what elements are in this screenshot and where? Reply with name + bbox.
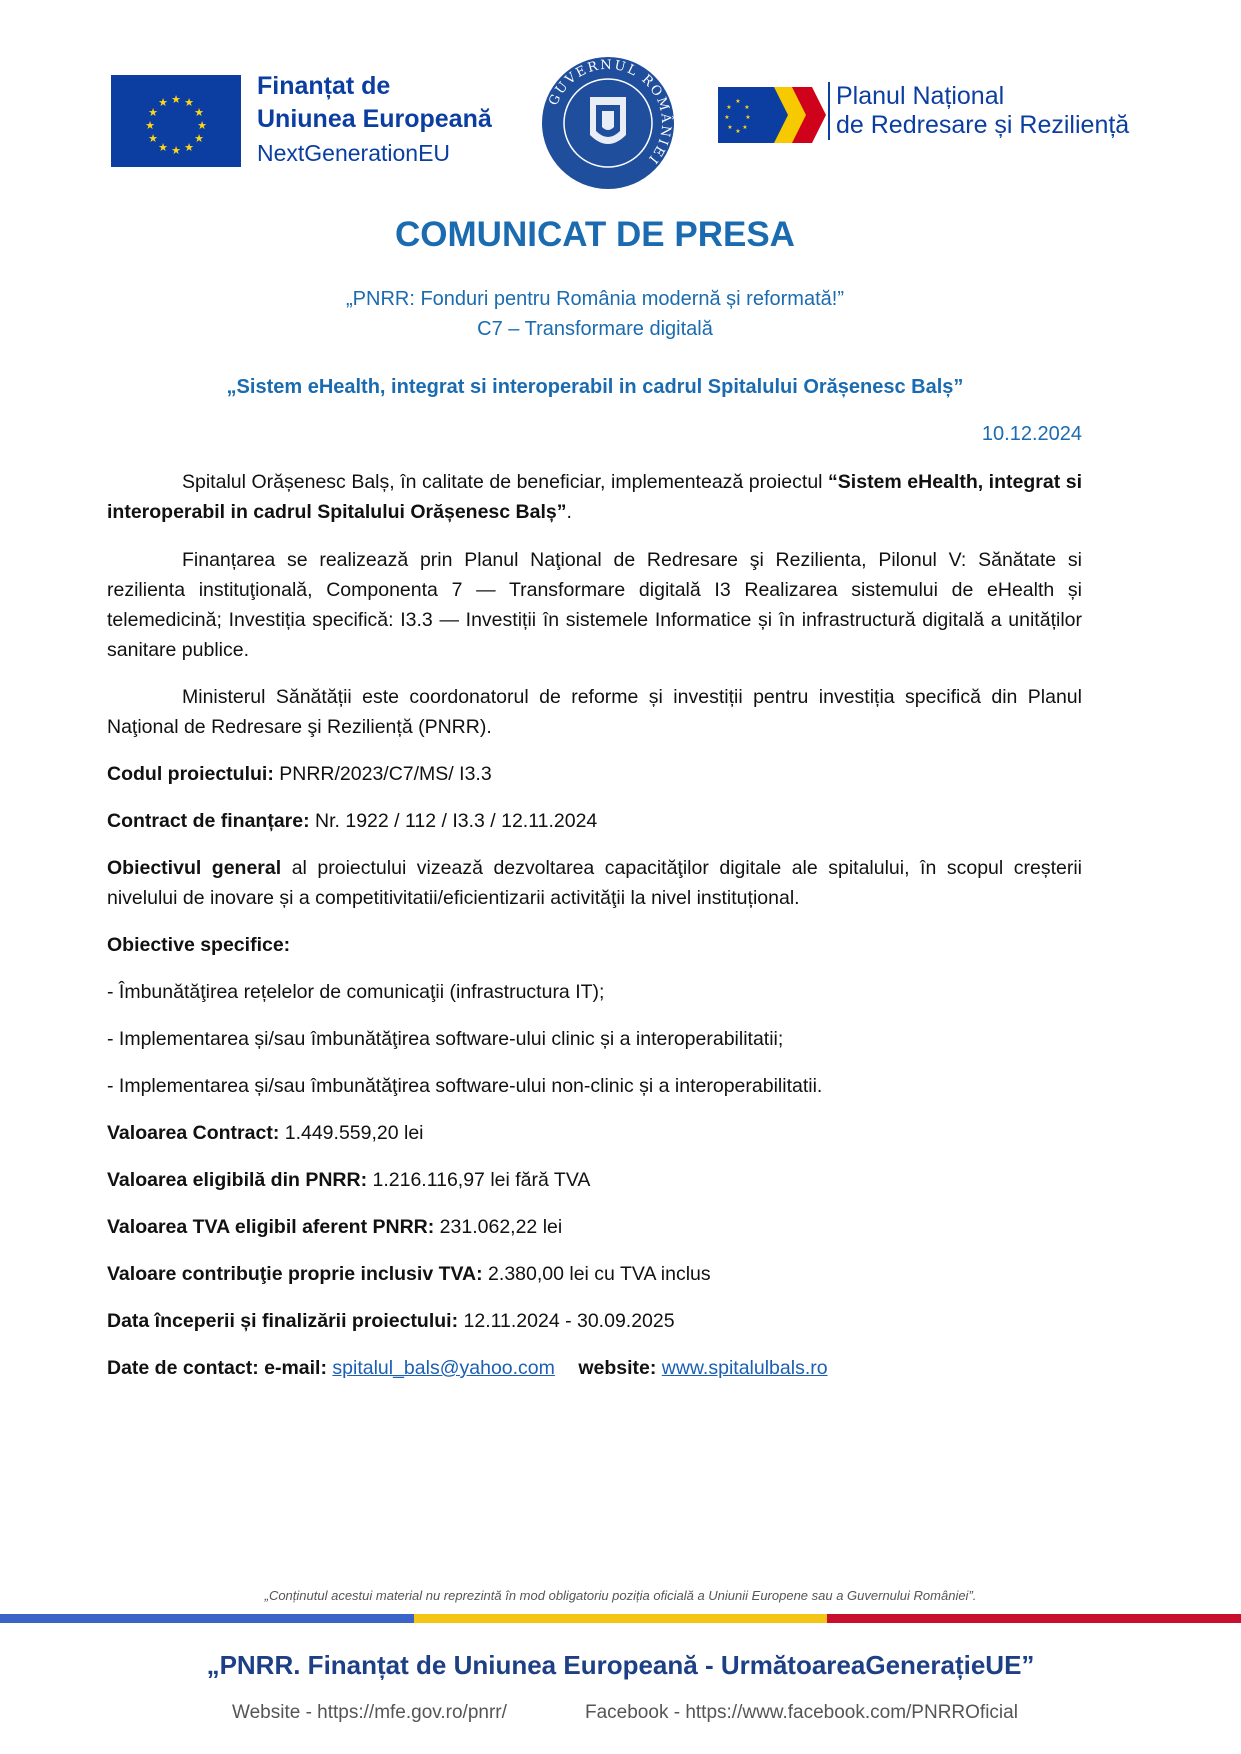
intro-paragraph [107, 467, 1082, 527]
contract-value-amount: 1.449.559,20 lei [279, 1122, 424, 1144]
contract-value-line [107, 1118, 1082, 1148]
government-seal-logo [540, 55, 676, 191]
svg-text:★: ★ [724, 114, 730, 121]
general-objective-label: Obiectivul general [107, 857, 282, 879]
pnrr-flag-logo [718, 85, 826, 145]
pnrr-chevron-icon [718, 85, 826, 145]
pnrr-slogan: „PNRR: Fonduri pentru România modernă și reformată!” [346, 288, 844, 310]
financing-contract [107, 806, 1082, 836]
eu-funding-line3: NextGenerationEU [257, 140, 451, 166]
eu-funding-line2: Uniunea Europeană [257, 105, 492, 133]
page-title: COMUNICAT DE PRESA [395, 215, 795, 254]
financing-paragraph: Finanțarea se realizează prin Planul Naţional de Redresare şi Rezilienta, Pilonul V: Sănătate si rezilienta instituţională, Componenta 7 — Transformare digitală I3 Realizarea sistemului de eHealth și telemedicină; Investiția specifică: I3.3 — Investiții în sistemele Informatice și în infrastructură digitală a unităților sanitare publice. [107, 549, 1082, 661]
svg-text:★: ★ [184, 141, 194, 154]
email-link[interactable]: spitalul_bals@yahoo.com [332, 1357, 555, 1379]
contact-line [107, 1353, 1082, 1383]
list-item: - Implementarea și/sau îmbunătăţirea software-ului non-clinic și a interoperabilitatii. [107, 1075, 823, 1097]
svg-text:★: ★ [171, 144, 181, 157]
svg-text:★: ★ [158, 141, 168, 154]
contract-value-label: Valoarea Contract: [107, 1122, 280, 1144]
intro-end: . [566, 501, 572, 523]
svg-text:★: ★ [742, 124, 748, 131]
svg-text:★: ★ [726, 104, 732, 111]
svg-text:★: ★ [745, 114, 751, 121]
svg-text:★: ★ [727, 124, 733, 131]
general-objective [107, 853, 1082, 913]
project-period-line [107, 1306, 1082, 1336]
seal-text: GUVERNUL ROMÂNIEI [546, 57, 674, 168]
pnrr-logo-text [828, 82, 1176, 140]
footer-disclaimer: „Conținutul acestui material nu reprezintă în mod obligatoriu poziția oficială a Uniunii Europene sau a Guvernului României”. [264, 1588, 977, 1603]
website-label: website: [578, 1357, 657, 1379]
svg-text:★: ★ [744, 104, 750, 111]
general-objective-text: al proiectului vizează dezvoltarea capacităţilor digitale ale spitalului, în scopul creșterii nivelului de inovare și a competitivitatii/eficientizarii activităţii la nivel instituțional. [107, 857, 1082, 909]
eligible-value-line [107, 1165, 1082, 1195]
footer-slogan: „PNRR. Finanțat de Uniunea Europeană - UrmătoareaGenerațieUE” [206, 1650, 1035, 1680]
component-subtitle: C7 – Transformare digitală [477, 318, 713, 340]
vat-value-line [107, 1212, 1082, 1242]
svg-text:★: ★ [194, 132, 204, 145]
contact-label: Date de contact: e-mail: [107, 1357, 327, 1379]
footer-facebook: Facebook - https://www.facebook.com/PNRROficial [585, 1702, 1018, 1723]
intro-project-name: “Sistem eHealth, integrat si interoperabil in cadrul Spitalului Orășenesc Balș” [107, 471, 1082, 523]
svg-text:★: ★ [158, 96, 168, 109]
website-link[interactable]: www.spitalulbals.ro [661, 1357, 828, 1379]
svg-text:★: ★ [735, 98, 741, 105]
coat-of-arms-icon [540, 55, 676, 191]
svg-text:★: ★ [171, 93, 181, 106]
eu-stars-icon [111, 75, 241, 167]
vat-value-label: Valoarea TVA eligibil aferent PNRR: [107, 1216, 435, 1238]
project-code [107, 759, 1082, 789]
contract-value: Nr. 1922 / 112 / I3.3 / 12.11.2024 [309, 810, 598, 832]
project-code-label: Codul proiectului: [107, 763, 274, 785]
eu-flag-logo [111, 75, 241, 167]
pnrr-logo-line1: Planul Național [836, 82, 1005, 110]
list-item: - Îmbunătăţirea rețelelor de comunicaţii (infrastructura IT); [107, 981, 605, 1003]
svg-text:★: ★ [184, 96, 194, 109]
eligible-value-amount: 1.216.116,97 lei fără TVA [367, 1169, 591, 1191]
eligible-value-label: Valoarea eligibilă din PNRR: [107, 1169, 368, 1191]
eu-funding-text [257, 70, 527, 170]
vat-value-amount: 231.062,22 lei [434, 1216, 563, 1238]
svg-text:★: ★ [145, 119, 155, 132]
own-contribution-amount: 2.380,00 lei cu TVA inclus [482, 1263, 711, 1285]
specific-objectives-heading [107, 930, 1082, 960]
footer-tricolor-bar [0, 1614, 1241, 1623]
svg-text:★: ★ [148, 132, 158, 145]
svg-text:★: ★ [194, 106, 204, 119]
project-code-value: PNRR/2023/C7/MS/ I3.3 [273, 763, 492, 785]
footer-website: Website - https://mfe.gov.ro/pnrr/ [232, 1702, 507, 1723]
press-release-date: 10.12.2024 [981, 423, 1082, 445]
intro-text: Spitalul Orășenesc Balș, în calitate de beneficiar, implementează proiectul [182, 471, 829, 493]
pnrr-logo-line2: de Redresare și Reziliență [836, 111, 1130, 139]
list-item: - Implementarea și/sau îmbunătăţirea software-ului clinic și a interoperabilitatii; [107, 1028, 784, 1050]
ministry-paragraph: Ministerul Sănătății este coordonatorul de reforme și investiții pentru investiția specifică din Planul Naţional de Redresare şi Reziliență (PNRR). [107, 686, 1082, 738]
contract-label: Contract de finanțare: [107, 810, 310, 832]
project-title: „Sistem eHealth, integrat si interoperabil in cadrul Spitalului Orășenesc Balș” [226, 376, 964, 398]
own-contribution-label: Valoare contribuţie proprie inclusiv TVA: [107, 1263, 483, 1285]
svg-text:★: ★ [735, 128, 741, 135]
specific-objectives-label: Obiective specifice: [107, 934, 291, 956]
project-period-label: Data începerii și finalizării proiectului: [107, 1310, 459, 1332]
project-period-value: 12.11.2024 - 30.09.2025 [458, 1310, 675, 1332]
own-contribution-line [107, 1259, 1082, 1289]
eu-funding-line1: Finanțat de [257, 72, 391, 100]
svg-text:★: ★ [197, 119, 207, 132]
svg-text:★: ★ [148, 106, 158, 119]
